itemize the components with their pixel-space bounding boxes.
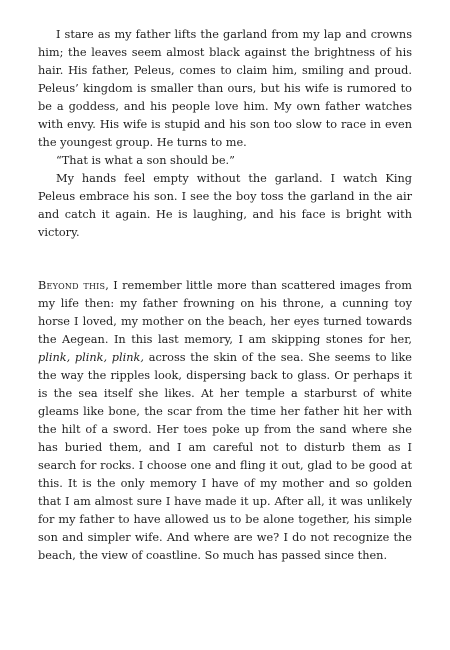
paragraph-4 [38,277,412,565]
paragraph-2-dialogue: “That is what a son should be.” [56,154,235,167]
paragraph-4-text-a: , I remember little more than scattered images from my life then: my father frowning on his throne, a cunning toy horse I loved, my mother on the beach, her eyes turned towards the Aegean. In this last memory, I am skipping stones for her, [38,279,412,346]
paragraph-1: I stare as my father lifts the garland from my lap and crowns him; the leaves seem almost black against the brightness of his hair. His father, Peleus, comes to claim him, smiling and proud. Peleus’ kingdom is smaller than ours, but his wife is rumored to be a goddess, and his people love him. My own father watches with envy. His wife is stupid and his son too slow to race in even the youngest group. He turns to me. [38,28,412,149]
section-break [38,242,412,277]
section-lead-smallcaps: Beyond this [38,279,106,292]
paragraph-3: My hands feel empty without the garland. I watch King Peleus embrace his son. I see the boy toss the garland in the air and catch it again. He is laughing, and his face is bright with victory. [38,172,412,239]
paragraph-4-italic: plink, plink, plink, [38,351,144,364]
paragraph-4-text-b: across the skin of the sea. She seems to like the way the ripples look, dispersing back to glass. Or perhaps it is the sea itself she likes. At her temple a starburst of white gleams like bone, the scar from the time her father hit her with the hilt of a sword. Her toes poke up from the sand where she has buried them, and I am careful not to disturb them as I search for rocks. I choose one and fling it out, glad to be good at this. It is the only memory I have of my mother and so golden that I am almost sure I have made it up. After all, it was unlikely for my father to have allowed us to be alone together, his simple son and simpler wife. And where are we? I do not recognize the beach, the view of coastline. So much has passed since then. [38,351,412,562]
